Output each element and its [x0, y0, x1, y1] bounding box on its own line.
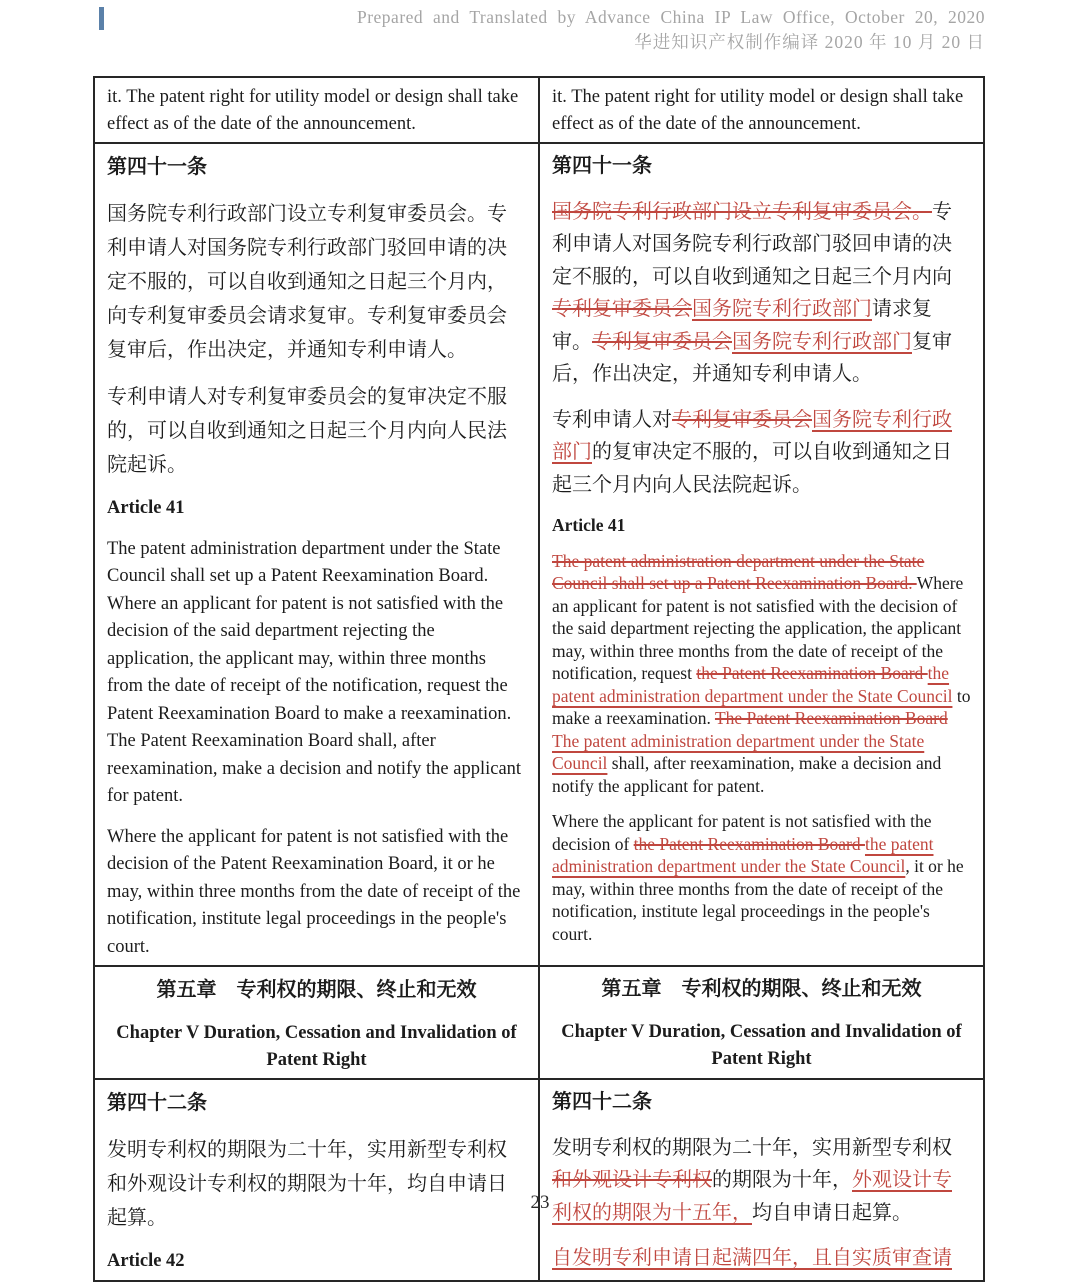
deleted-text-run: 专利复审委员会 [552, 298, 692, 320]
heading-paragraph [107, 973, 526, 1007]
heading-paragraph [552, 973, 971, 1006]
text-run: shall, after reexamination, make a decision and notify the applicant for patent. [552, 753, 942, 796]
inserted-text-run: the patent administration department under the State Council [552, 833, 934, 876]
old-law-cell-article-41 [94, 143, 539, 966]
header-prepared-by: Prepared and Translated by Advance China IP Law Office, October 20, 2020 [356, 7, 985, 27]
inserted-text-run: the patent administration department under the State Council [552, 663, 953, 706]
page-header [95, 5, 985, 55]
text-run: 第四十一条 [552, 155, 652, 177]
text-run: 的复审决定不服的，可以自收到通知之日起三个月内向人民法院起诉。 [552, 441, 952, 496]
body-paragraph [552, 404, 971, 502]
text-run: Article 42 [107, 1251, 185, 1271]
inserted-text-run: 国务院专利行政部门 [692, 298, 872, 320]
body-paragraph [552, 550, 971, 798]
text-run: Where the applicant for patent is not satisfied with the decision of [552, 811, 932, 854]
heading-paragraph [107, 150, 526, 184]
text-run: 请求复审。 [552, 298, 932, 353]
text-run: 的期限为十年， [712, 1169, 852, 1191]
body-paragraph [107, 1133, 526, 1235]
body-paragraph [107, 824, 526, 962]
heading-paragraph [107, 1020, 526, 1074]
text-run: Chapter V Duration, Cessation and Invalidation of Patent Right [116, 1023, 517, 1070]
inserted-text-run: 自发明专利申请日起满四年，且自实质审查请 [552, 1247, 952, 1269]
body-paragraph [107, 197, 526, 367]
table-row-article-41 [94, 143, 984, 966]
heading-paragraph [107, 495, 526, 523]
table-row-article-42 [94, 1079, 984, 1281]
inserted-text-run: 外观设计专利权的期限为十五年， [552, 1169, 952, 1224]
text-run: it. The patent right for utility model or design shall take effect as of the date of the announcement. [107, 87, 519, 134]
body-paragraph [552, 810, 971, 945]
text-run: 第五章 专利权的期限、终止和无效 [156, 979, 477, 1001]
new-law-cell-continuation [539, 77, 984, 143]
text-run: 国务院专利行政部门设立专利复审委员会。专利申请人对国务院专利行政部门驳回申请的决定不服的，可以自收到通知之日起三个月内，向专利复审委员会请求复审。专利复审委员会复审后，作出决定，并通知专利申请人。 [107, 203, 507, 361]
new-law-cell-chapter-5 [539, 966, 984, 1079]
text-run: 专利申请人对专利复审委员会的复审决定不服的，可以自收到通知之日起三个月内向人民法院起诉。 [107, 386, 507, 476]
text-run: Where an applicant for patent is not satisfied with the decision of the said department rejecting the application, the applicant may, within three months from the date of receipt of the notification, request [552, 573, 964, 683]
deleted-text-run: 专利复审委员会 [672, 408, 812, 431]
heading-paragraph [552, 514, 971, 537]
deleted-text-run: 专利复审委员会 [592, 330, 732, 353]
old-law-cell-article-42 [94, 1079, 539, 1281]
new-law-cell-article-41 [539, 143, 984, 966]
text-run: Chapter V Duration, Cessation and Invalidation of Patent Right [561, 1021, 962, 1069]
body-paragraph [107, 380, 526, 482]
page-number: 23 [530, 1192, 550, 1213]
heading-paragraph [552, 1086, 971, 1119]
body-paragraph [552, 196, 971, 391]
heading-paragraph [107, 1086, 526, 1120]
text-run: to make a reexamination. [552, 685, 971, 728]
text-run: Article 41 [107, 498, 185, 518]
deleted-text-run: 和外观设计专利权 [552, 1169, 712, 1191]
heading-paragraph [107, 1248, 526, 1276]
law-comparison-table [93, 76, 985, 1282]
deleted-text-run: 国务院专利行政部门设立专利复审委员会。 [552, 200, 932, 223]
text-run: it. The patent right for utility model or design shall take effect as of the date of the announcement. [552, 87, 964, 134]
deleted-text-run: The patent administration department under the State Council shall set up a Patent Reexamination Board. [552, 550, 925, 593]
body-paragraph [552, 1132, 971, 1230]
text-run: 专利申请人对 [552, 408, 672, 431]
deleted-text-run: The Patent Reexamination Board [714, 708, 948, 728]
text-run: 第四十二条 [552, 1091, 652, 1113]
table-row-chapter-5 [94, 966, 984, 1079]
inserted-text-run: 国务院专利行政部门 [732, 330, 912, 353]
text-run: 发明专利权的期限为二十年，实用新型专利权和外观设计专利权的期限为十年，均自申请日起算。 [107, 1139, 507, 1229]
text-run: 第四十二条 [107, 1092, 207, 1114]
body-paragraph [552, 1242, 971, 1275]
text-run: The patent administration department under the State Council shall set up a Patent Reexamination Board. Where an applicant for patent is not satisfied with the decision of the said department rejecting the application, the applicant may, within three months from the date of receipt of the notification, request the Patent Reexamination Board to make a reexamination. The Patent Reexamination Board shall, after reexamination, make a decision and notify the applicant for patent. [107, 538, 522, 806]
text-run: 复审后，作出决定，并通知专利申请人。 [552, 330, 952, 385]
text-run: 专利申请人对国务院专利行政部门驳回申请的决定不服的，可以自收到通知之日起三个月内向 [552, 200, 952, 288]
text-run: 均自申请日起算。 [752, 1201, 912, 1224]
deleted-text-run: the Patent Reexamination Board [633, 833, 865, 854]
text-run: Where the applicant for patent is not satisfied with the decision of the Patent Reexamination Board, it or he may, within three months from the date of receipt of the notification, institute legal proceedings in the people's court. [107, 826, 521, 957]
old-law-cell-continuation [94, 77, 539, 143]
body-paragraph [107, 84, 526, 138]
text-run: 第四十一条 [107, 156, 207, 178]
text-run: 发明专利权的期限为二十年，实用新型专利权 [552, 1136, 952, 1159]
text-run: , it or he may, within three months from the date of receipt of the notification, institute legal proceedings in the people's court. [552, 856, 964, 944]
inserted-text-run: The patent administration department under the State Council [552, 730, 925, 773]
body-paragraph [552, 84, 971, 138]
text-run: 第五章 专利权的期限、终止和无效 [601, 978, 922, 1000]
deleted-text-run: the Patent Reexamination Board [696, 663, 928, 683]
text-run: Article 41 [552, 515, 626, 535]
inserted-text-run: 国务院专利行政部门 [552, 408, 952, 463]
header-prepared-by-chinese: 华进知识产权制作编译 2020 年 10 月 20 日 [634, 32, 985, 52]
body-paragraph [107, 536, 526, 811]
table-row-continuation [94, 77, 984, 143]
heading-paragraph [552, 1019, 971, 1073]
new-law-cell-article-42 [539, 1079, 984, 1281]
old-law-cell-chapter-5 [94, 966, 539, 1079]
heading-paragraph [552, 150, 971, 183]
